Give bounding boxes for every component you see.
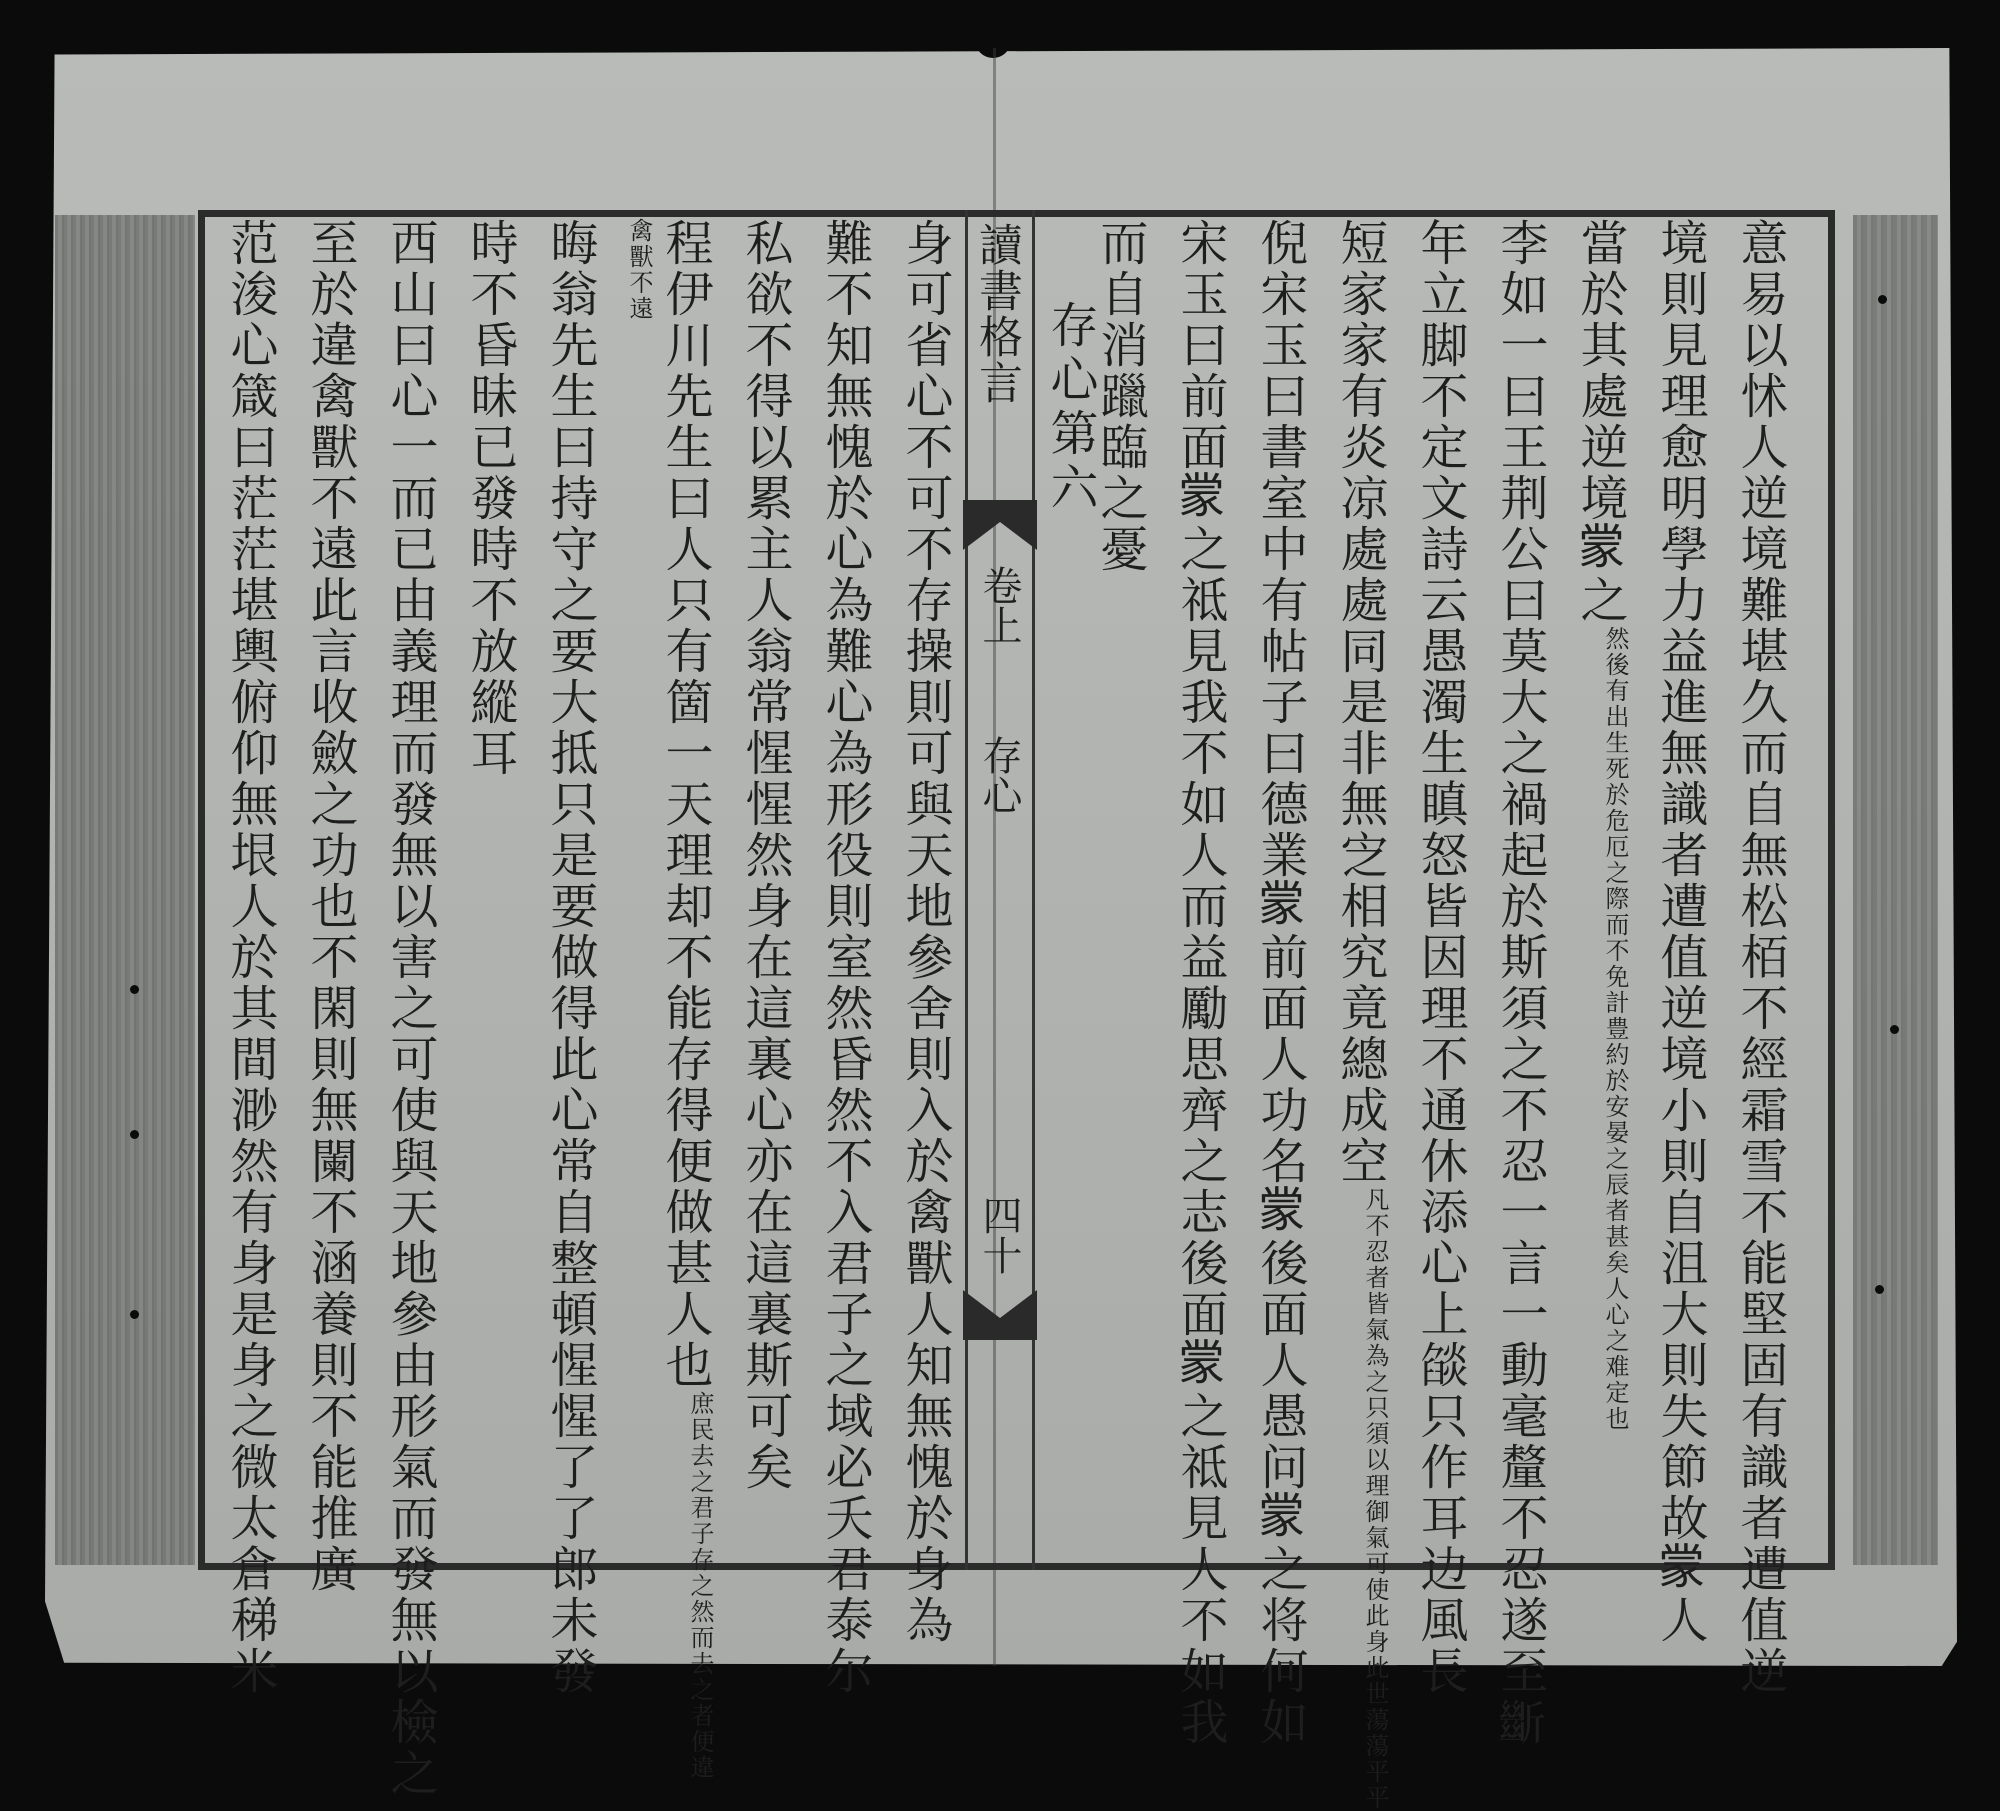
- binding-hole: [1890, 1025, 1899, 1034]
- binding-hole: [1875, 1285, 1884, 1294]
- left-col-6: 時不昏昧已發時不放縱耳: [462, 218, 518, 779]
- right-col-4: 李如一曰王荆公曰莫大之禍起於斯須之不忍一言一動毫釐不忍遂至𣃔: [1492, 218, 1548, 1748]
- right-col-1: 意易以怵人逆境難堪久而自無松栢不經霜雪不能堅固有識者遭值逆: [1732, 218, 1788, 1697]
- right-col-3-note: 然後有出生死於危厄之際而不免計豊約於安晏之辰者甚矣人心之难定也: [1601, 626, 1629, 1432]
- left-col-4: 程伊川先生曰人只有箇一天理却不能存得便做甚人也庶民去之君子存之然而去之者便違: [657, 218, 714, 1781]
- binding-hole: [130, 1130, 139, 1139]
- right-col-8: 宋玉曰前面𫎇之祗見我不如人而益勵思齊之志後面𫎇之祗見人不如我: [1172, 218, 1228, 1748]
- left-col-3: 私欲不得以累主人翁常惺惺然身在這裏心亦在這裏斯可矣: [737, 218, 793, 1493]
- right-col-6-note: 凡不忍者皆氣為之只須以理御氣可使此身此世蕩蕩平平: [1361, 1187, 1389, 1811]
- center-page-number: 四十: [976, 1195, 1022, 1275]
- center-column: [965, 210, 1035, 1570]
- right-margin-smudge: [1853, 215, 1938, 1565]
- left-margin-smudge: [55, 215, 195, 1565]
- right-col-6: 短家家有炎凉處處同是非無㝎相究竟總成空凡不忍者皆氣為之只須以理御氣可使此身此世蕩蕩平平: [1332, 218, 1389, 1811]
- left-col-4b: [610, 218, 654, 1563]
- right-col-3: 當於其處逆境𫎇之然後有出生死於危厄之際而不免計豊約於安晏之辰者甚矣人心之难定也: [1572, 218, 1629, 1432]
- left-col-5: 晦翁先生曰持守之要大抵只是要做得此心常自整頓惺惺了了郎未發: [542, 218, 598, 1697]
- center-volume: 卷上: [976, 565, 1022, 645]
- upper-fish-tail-mark: [963, 500, 1037, 560]
- section-heading: 存心第六: [1042, 300, 1098, 516]
- left-col-8: 至於違禽獸不遠此言收斂之功也不閑則無闌不涵養則不能推廣: [302, 218, 358, 1595]
- right-col-5: 年立脚不定文詩云愚濁生瞋怒皆因理不通休添心上燄只作耳边風長: [1412, 218, 1468, 1697]
- right-col-7: 倪宋玉曰書室中有帖子曰德業𫎇前面人功名𫎇後面人愚问𫎇之将何如: [1252, 218, 1308, 1748]
- binding-hole: [130, 1310, 139, 1319]
- center-section: 存心: [976, 735, 1022, 815]
- lower-fish-tail-mark: [963, 1280, 1037, 1340]
- center-book-title: 讀書格言: [971, 222, 1022, 406]
- left-col-9: 范浚心箴曰茫茫堪輿俯仰無垠人於其間渺然有身是身之微太倉稊米: [222, 218, 278, 1697]
- right-col-9: 而自消躐臨之憂: [1092, 218, 1148, 575]
- binding-hole: [1878, 295, 1887, 304]
- right-col-2: 境則見理愈明學力益進無識者遭值逆境小則自沮大則失節故𫎇人: [1652, 218, 1708, 1646]
- left-col-2: 難不知無愧於心為難心為形役則室然昏然不入君子之域必夭君泰尔: [817, 218, 873, 1697]
- binding-hole: [130, 985, 139, 994]
- left-col-4-note: 庶民去之君子存之然而去之者便違: [686, 1391, 714, 1781]
- left-col-1: 身可省心不可不存操則可與天地參舍則入於禽獸人知無愧於身為: [897, 218, 953, 1646]
- left-col-7: 西山曰心一而已由義理而發無以害之可使與天地參由形氣而發無以檢之: [382, 218, 438, 1799]
- left-col-4b-note: 禽獸不遠: [625, 218, 653, 322]
